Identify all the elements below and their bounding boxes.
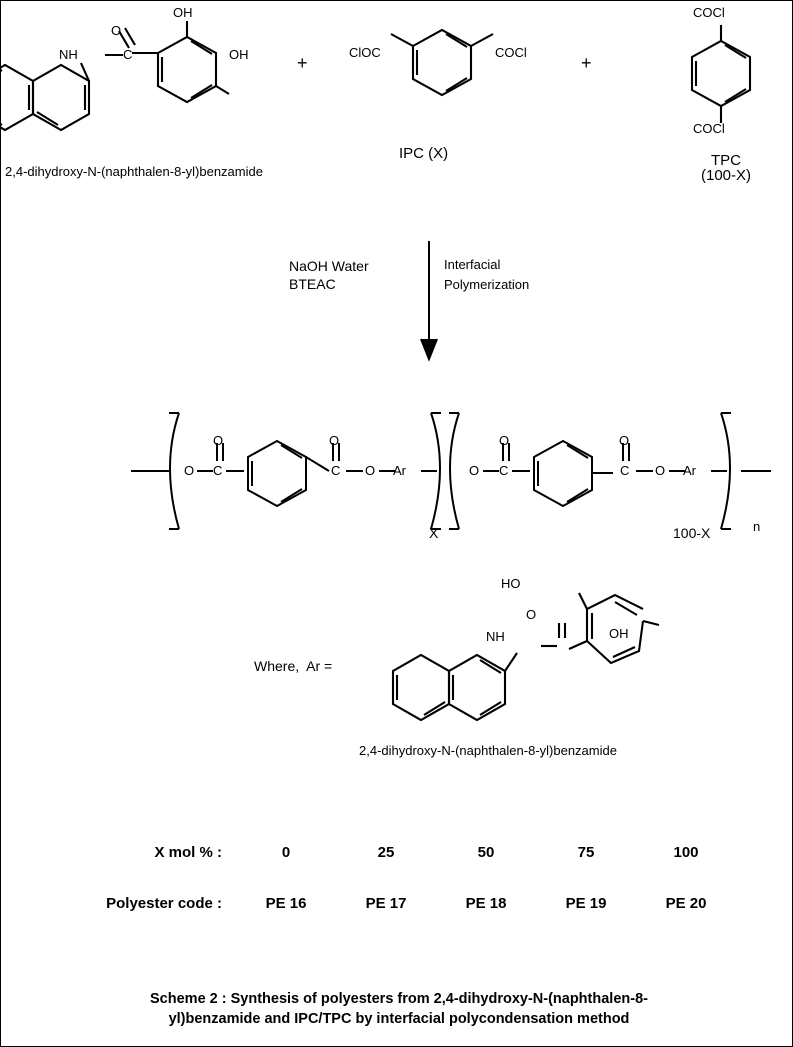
atom-label-c-amide: C xyxy=(123,47,133,62)
tpc-structure xyxy=(661,13,791,143)
product-label-c1: C xyxy=(213,463,223,478)
product-subscript-n: n xyxy=(753,519,761,534)
ipc-label: IPC (X) xyxy=(399,145,449,162)
product-label-o-top2: O xyxy=(329,433,340,448)
monomer-name-label: 2,4-dihydroxy-N-(naphthalen-8-yl)benzamide xyxy=(5,164,263,179)
plus-sign-2: + xyxy=(581,53,592,73)
product-label-o3: O xyxy=(469,463,480,478)
atom-label-cocl-right: COCl xyxy=(495,45,527,60)
ipc-structure xyxy=(351,11,541,131)
scheme-caption xyxy=(29,989,769,1029)
ar-atom-label-nh: NH xyxy=(486,629,505,644)
product-label-c3: C xyxy=(499,463,509,478)
product-label-o-top4: O xyxy=(619,433,630,448)
product-label-o-top1: O xyxy=(213,433,224,448)
table-cell-code-pe17: PE 17 xyxy=(365,895,407,912)
condition-right-line2: Polymerization xyxy=(444,277,530,292)
tpc-label-line2: (100-X) xyxy=(700,167,752,184)
table-cell-x-100: 100 xyxy=(673,844,699,861)
table-row-x-mol xyxy=(61,844,736,861)
ar-atom-label-o: O xyxy=(526,607,537,622)
table-cell-x-50: 50 xyxy=(477,844,495,861)
plus-sign-1: + xyxy=(297,53,308,73)
ar-atom-label-oh: OH xyxy=(609,626,629,641)
product-label-o-top3: O xyxy=(499,433,510,448)
atom-label-nh: NH xyxy=(59,47,78,62)
product-subscript-100x: 100-X xyxy=(673,525,711,541)
product-label-ar1: Ar xyxy=(393,463,406,478)
product-label-o2: O xyxy=(365,463,376,478)
atom-label-tpc-top: COCl xyxy=(693,5,725,20)
scheme-caption-line2: yl)benzamide and IPC/TPC by interfacial polycondensation method xyxy=(168,1011,630,1027)
product-label-ar2: Ar xyxy=(683,463,696,478)
table-row-label-x-mol: X mol % : xyxy=(154,844,222,861)
product-subscript-x: X xyxy=(429,525,439,541)
table-cell-code-pe19: PE 19 xyxy=(565,895,607,912)
atom-label-oh-top: OH xyxy=(173,5,193,20)
product-label-o4: O xyxy=(655,463,666,478)
product-label-o1: O xyxy=(184,463,195,478)
condition-left-line2: BTEAC xyxy=(289,276,336,292)
table-cell-x-25: 25 xyxy=(377,844,395,861)
atom-label-cocl-left: ClOC xyxy=(349,45,381,60)
table-row-polyester-code xyxy=(61,895,736,912)
table-cell-x-75: 75 xyxy=(577,844,595,861)
table-cell-x-0: 0 xyxy=(281,844,291,861)
product-label-c4: C xyxy=(620,463,630,478)
scheme-caption-line1: Scheme 2 : Synthesis of polyesters from 2,4-dihydroxy-N-(naphthalen-8- xyxy=(150,991,648,1007)
where-ar-label: Where, Ar = xyxy=(254,658,333,674)
reaction-arrow xyxy=(381,241,451,366)
monomer-structure xyxy=(1,1,401,161)
condition-right-line1: Interfacial xyxy=(444,257,501,272)
product-label-c2: C xyxy=(331,463,341,478)
table-cell-code-pe18: PE 18 xyxy=(465,895,507,912)
tpc-label-line1: TPC xyxy=(711,152,741,169)
ar-structure-name: 2,4-dihydroxy-N-(naphthalen-8-yl)benzamide xyxy=(359,743,617,758)
table-cell-code-pe16: PE 16 xyxy=(265,895,307,912)
condition-left-line1: NaOH Water xyxy=(289,258,369,274)
atom-label-o-carbonyl: O xyxy=(111,23,122,38)
ar-atom-label-ho: HO xyxy=(501,576,521,591)
table-row-label-polyester-code: Polyester code : xyxy=(106,895,222,912)
table-cell-code-pe20: PE 20 xyxy=(665,895,707,912)
atom-label-tpc-bottom: COCl xyxy=(693,121,725,136)
ar-structure xyxy=(371,571,661,751)
atom-label-oh-right: OH xyxy=(229,47,249,62)
